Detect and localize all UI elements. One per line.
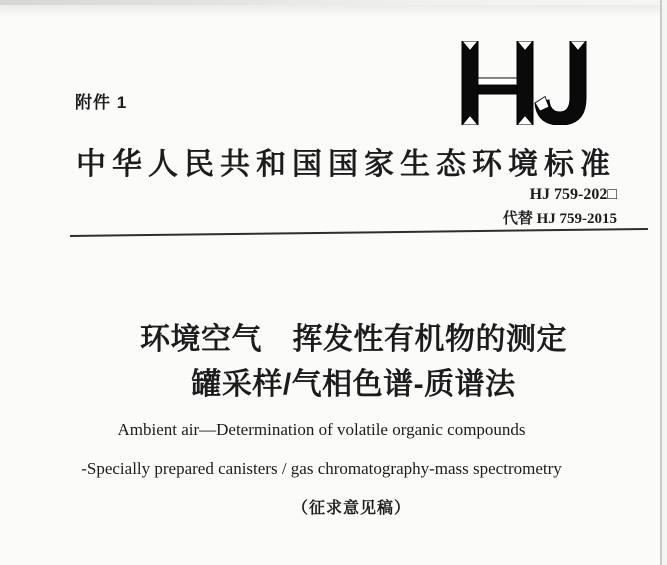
- standard-heading: 中华人民共和国国家生态环境标准: [76, 148, 616, 181]
- title-english-line2: -Specially prepared canisters / gas chromatography-mass spectrometry: [81, 459, 562, 478]
- draft-note: （征求意见稿）: [291, 500, 411, 517]
- scan-right-edge-line: [660, 0, 662, 565]
- replaces-note: 代替 HJ 759-2015: [502, 211, 617, 227]
- hj-logo: [461, 41, 587, 125]
- title-line1: 环境空气 挥发性有机物的测定: [140, 323, 567, 356]
- header-rule: [70, 228, 648, 237]
- title-english-line1: Ambient air—Determination of volatile organic compounds: [117, 420, 526, 439]
- standard-number: HJ 759-202□: [529, 186, 617, 203]
- attachment-label: 附件 1: [75, 93, 128, 112]
- title-line2: 罐采样/气相色谱-质谱法: [191, 368, 516, 401]
- scan-top-fade: [0, 5, 667, 17]
- hj-logo-icon: [461, 41, 587, 125]
- scan-right-margin: [662, 0, 667, 565]
